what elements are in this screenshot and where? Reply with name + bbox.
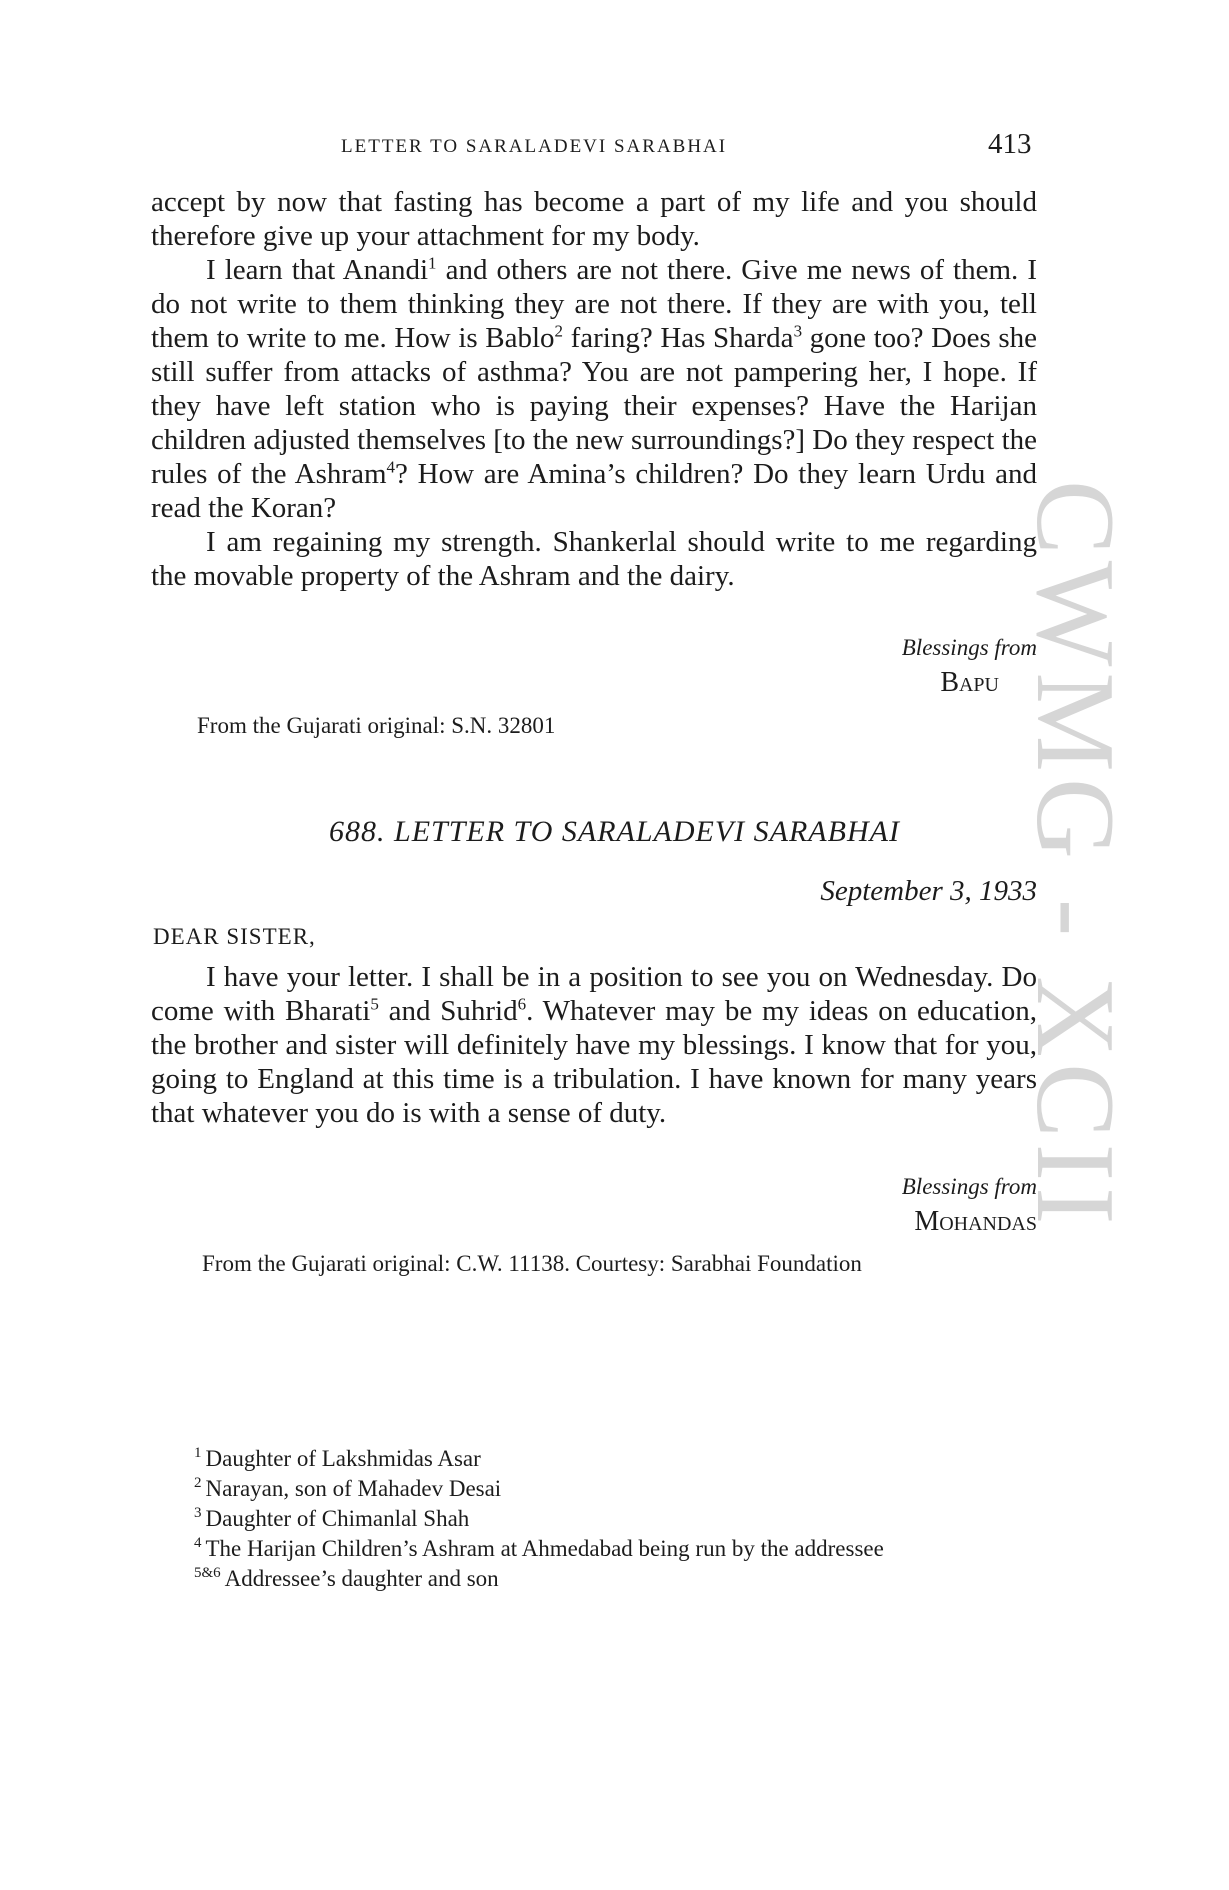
letter1-closing [902,633,1037,703]
letter1-paragraph-1: accept by now that fasting has become a part of my life and you should therefore give up your attachment for my body. [151,186,1037,252]
footnote-ref: 3 [793,321,803,341]
footnote-ref: 5 [370,994,379,1014]
footnote [158,1504,1044,1534]
footnote [158,1564,1044,1594]
text-run: faring? Has Sharda [563,322,794,354]
text-run: I have your letter. I shall be in a position to see you on Wednesday. Do come with Bharati [151,961,1037,1027]
running-head: LETTER TO SARALADEVI SARABHAI [341,136,728,157]
page-number: 413 [988,128,1032,160]
text-run: I learn that Anandi [206,254,429,286]
footnote-ref: 1 [428,253,437,273]
footnote-text: Daughter of Lakshmidas Asar [205,1446,481,1471]
blessing-line: Blessings from [901,1174,1037,1199]
footnote-ref: 4 [386,457,395,477]
text-run: ? How are Amina’s children? Do they learn Urdu and read the Koran? [151,458,1037,524]
footnote-mark: 3 [194,1505,202,1522]
footnote-text: The Harijan Children’s Ashram at Ahmedabad being run by the addressee [205,1536,884,1561]
letter2-salutation: DEAR SISTER, [153,924,316,949]
footnote-mark: 1 [194,1445,202,1462]
text-run: gone too? Does she still suffer from attacks of asthma? You are not pampering her, I hope. If they have left station who is paying their expenses? Have the Harijan children adjusted themselves [to the new surroundings?] Do they respect the rules of the Ashram [151,322,1037,490]
footnote-text: Addressee’s daughter and son [224,1566,499,1591]
footnote-mark: 5&6 [194,1565,221,1582]
footnote-mark: 4 [194,1535,202,1552]
letter2-closing [902,1172,1037,1242]
footnotes [158,1444,1044,1594]
blessing-line: Blessings from [901,635,1037,660]
footnote-text: Daughter of Chimanlal Shah [205,1506,470,1531]
watermark: CWMG - XCII [1013,480,1137,1231]
letter2-title: 688. LETTER TO SARALADEVI SARABHAI [329,815,900,848]
footnote-ref: 6 [517,994,527,1014]
letter1-paragraph-3: I am regaining my strength. Shankerlal should write to me regarding the movable property of the Ashram and the dairy. [151,526,1037,592]
letter1-paragraph-2 [151,253,1037,525]
letter2-paragraph-1 [151,960,1037,1130]
footnote [158,1444,1044,1474]
letter2-body [151,960,1037,1130]
letter2-source-note: From the Gujarati original: C.W. 11138. Courtesy: Sarabhai Foundation [202,1251,862,1276]
letter2-date: September 3, 1933 [820,875,1037,907]
footnote [158,1474,1044,1504]
letter1-body [151,185,1037,593]
footnote [158,1534,1044,1564]
footnote-mark: 2 [194,1475,202,1492]
footnote-text: Narayan, son of Mahadev Desai [205,1476,502,1501]
signature: Mohandas [914,1206,1037,1237]
text-run: . Whatever may be my ideas on education, the brother and sister will definitely have my blessings. I know that for you, going to England at this time is a tribulation. I have known for many years that whatever you do is with a sense of duty. [151,995,1037,1129]
text-run: and Suhrid [378,995,518,1027]
footnote-ref: 2 [554,321,564,341]
letter1-source-note: From the Gujarati original: S.N. 32801 [197,713,556,738]
text-run: and others are not there. Give me news of them. I do not write to them thinking they are not there. If they are with you, tell them to write to me. How is Bablo [151,254,1038,354]
signature: Bapu [940,667,999,698]
